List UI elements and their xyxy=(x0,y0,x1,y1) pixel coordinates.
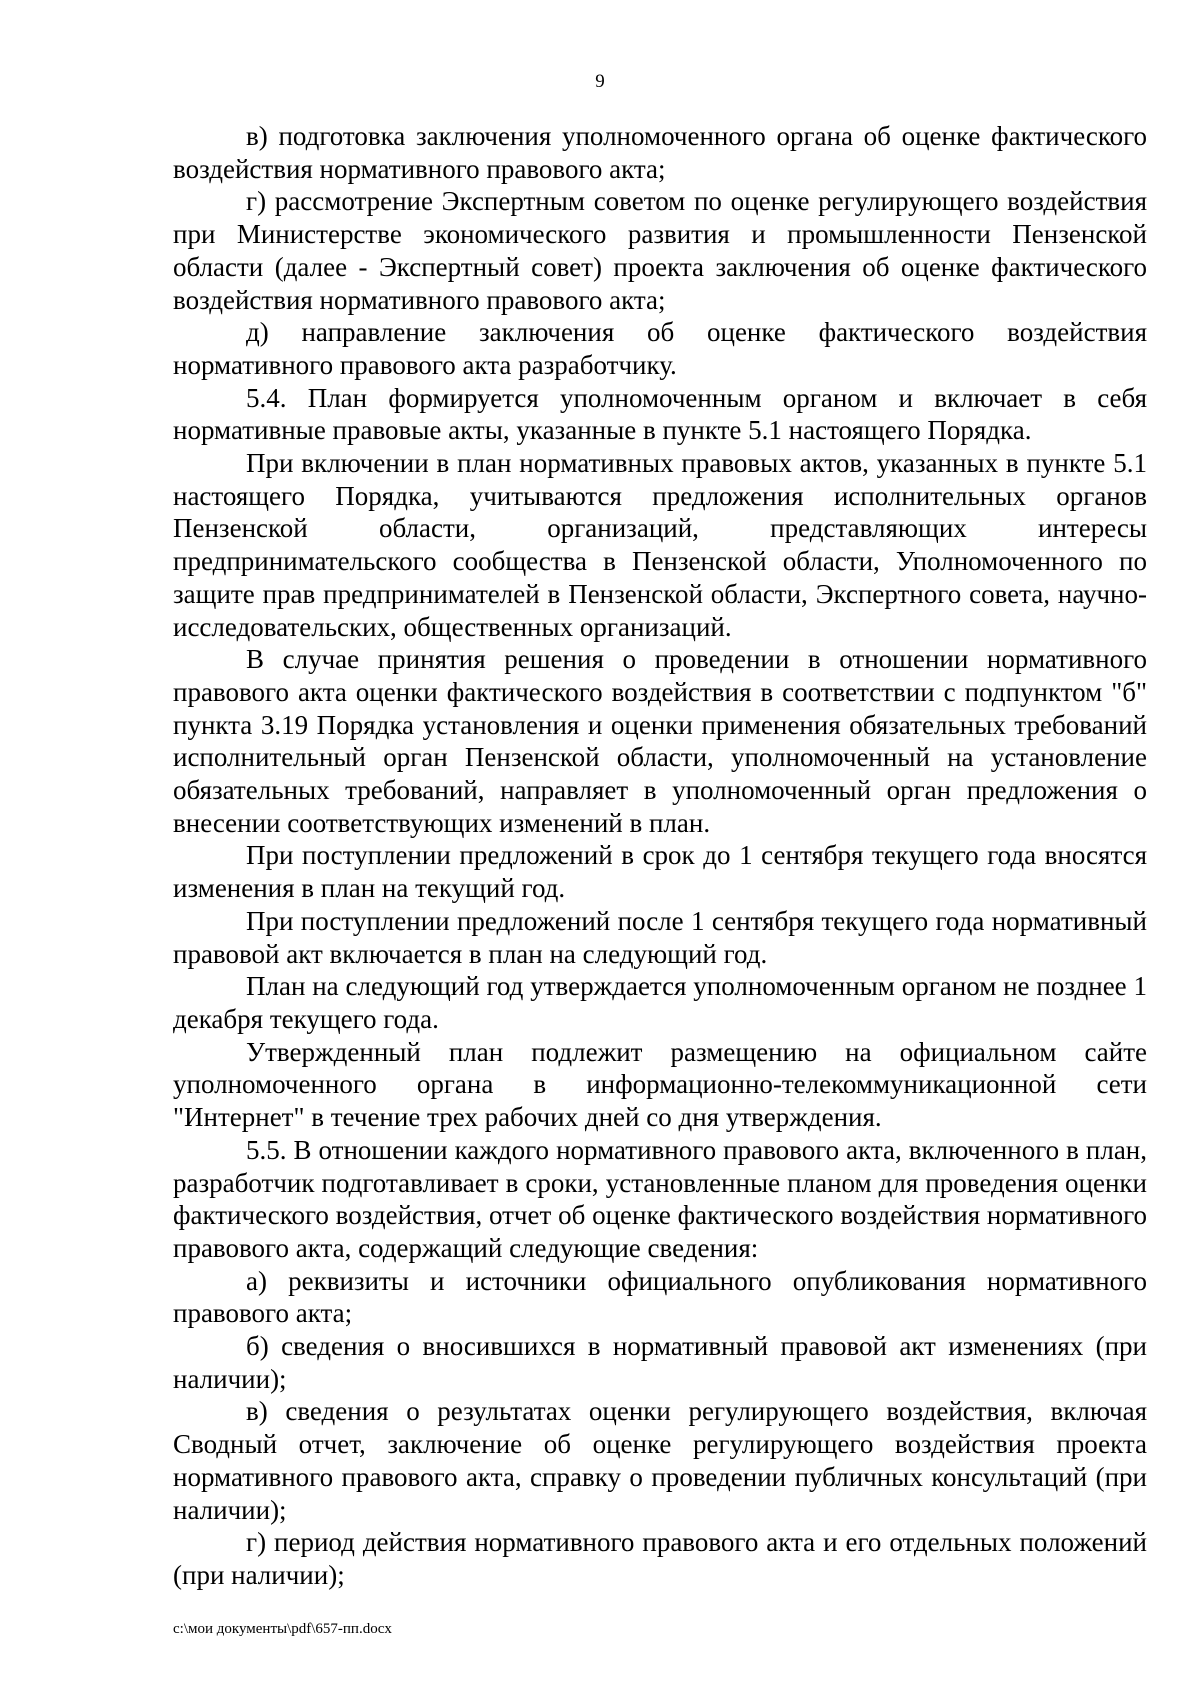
footer-file-path: c:\мои документы\pdf\657-пп.docx xyxy=(173,1621,392,1637)
document-body xyxy=(173,120,1147,1592)
paragraph-item-d-send-conclusion: д) направление заключения об оценке фактического воздействия нормативного правового акта разработчику. xyxy=(173,317,1147,380)
paragraph-5-4: 5.4. План формируется уполномоченным органом и включает в себя нормативные правовые акты, указанные в пункте 5.1 настоящего Порядка. xyxy=(173,382,1147,446)
page-number: 9 xyxy=(595,71,605,92)
paragraph-item-v-assessment-results: в) сведения о результатах оценки регулирующего воздействия, включая Сводный отчет, заключение об оценке регулирующего воздействия проекта нормативного правового акта, справку о проведении публичных консультаций (при наличии); xyxy=(173,1396,1147,1525)
paragraph-item-g-expert-review: г) рассмотрение Экспертным советом по оценке регулирующего воздействия при Министерстве экономического развития и промышленности Пензенской области (далее - Экспертный совет) проекта заключения об оценке фактического воздействия нормативного правового акта; xyxy=(173,186,1147,315)
paragraph-decision-case: В случае принятия решения о проведении в отношении нормативного правового акта оценки фактического воздействия в соответствии с подпунктом "б" пункта 3.19 Порядка установления и оценки применения обязательных требований исполнительный орган Пензенской области, уполномоченный на установление обязательных требований, направляет в уполномоченный орган предложения о внесении соответствующих изменений в план. xyxy=(173,644,1147,838)
paragraph-plan-approval: План на следующий год утверждается уполномоченным органом не позднее 1 декабря текущего года. xyxy=(173,971,1147,1034)
paragraph-item-g-validity-period: г) период действия нормативного правового акта и его отдельных положений (при наличии); xyxy=(173,1527,1147,1590)
paragraph-item-v-preparation: в) подготовка заключения уполномоченного органа об оценке фактического воздействия нормативного правового акта; xyxy=(173,121,1147,184)
paragraph-before-september: При поступлении предложений в срок до 1 сентября текущего года вносятся изменения в план на текущий год. xyxy=(173,840,1147,904)
paragraph-item-b-amendments: б) сведения о вносившихся в нормативный правовой акт изменениях (при наличии); xyxy=(173,1331,1147,1394)
paragraph-plan-inclusion: При включении в план нормативных правовых актов, указанных в пункте 5.1 настоящего Порядка, учитываются предложения исполнительных органов Пензенской области, организаций, представляющих интересы предпринимательского сообщества в Пензенской области, Уполномоченного по защите прав предпринимателей в Пензенской области, Экспертного совета, научно-исследовательских, общественных организаций. xyxy=(173,448,1147,642)
paragraph-plan-publication: Утвержденный план подлежит размещению на официальном сайте уполномоченного органа в информационно-телекоммуникационной сети "Интернет" в течение трех рабочих дней со дня утверждения. xyxy=(173,1036,1147,1133)
paragraph-5-5: 5.5. В отношении каждого нормативного правового акта, включенного в план, разработчик подготавливает в сроки, установленные планом для проведения оценки фактического воздействия, отчет об оценке фактического воздействия нормативного правового акта, содержащий следующие сведения: xyxy=(173,1134,1147,1263)
paragraph-item-a-requisites: а) реквизиты и источники официального опубликования нормативного правового акта; xyxy=(173,1265,1147,1329)
paragraph-after-september: При поступлении предложений после 1 сентября текущего года нормативный правовой акт включается в план на следующий год. xyxy=(173,905,1147,969)
